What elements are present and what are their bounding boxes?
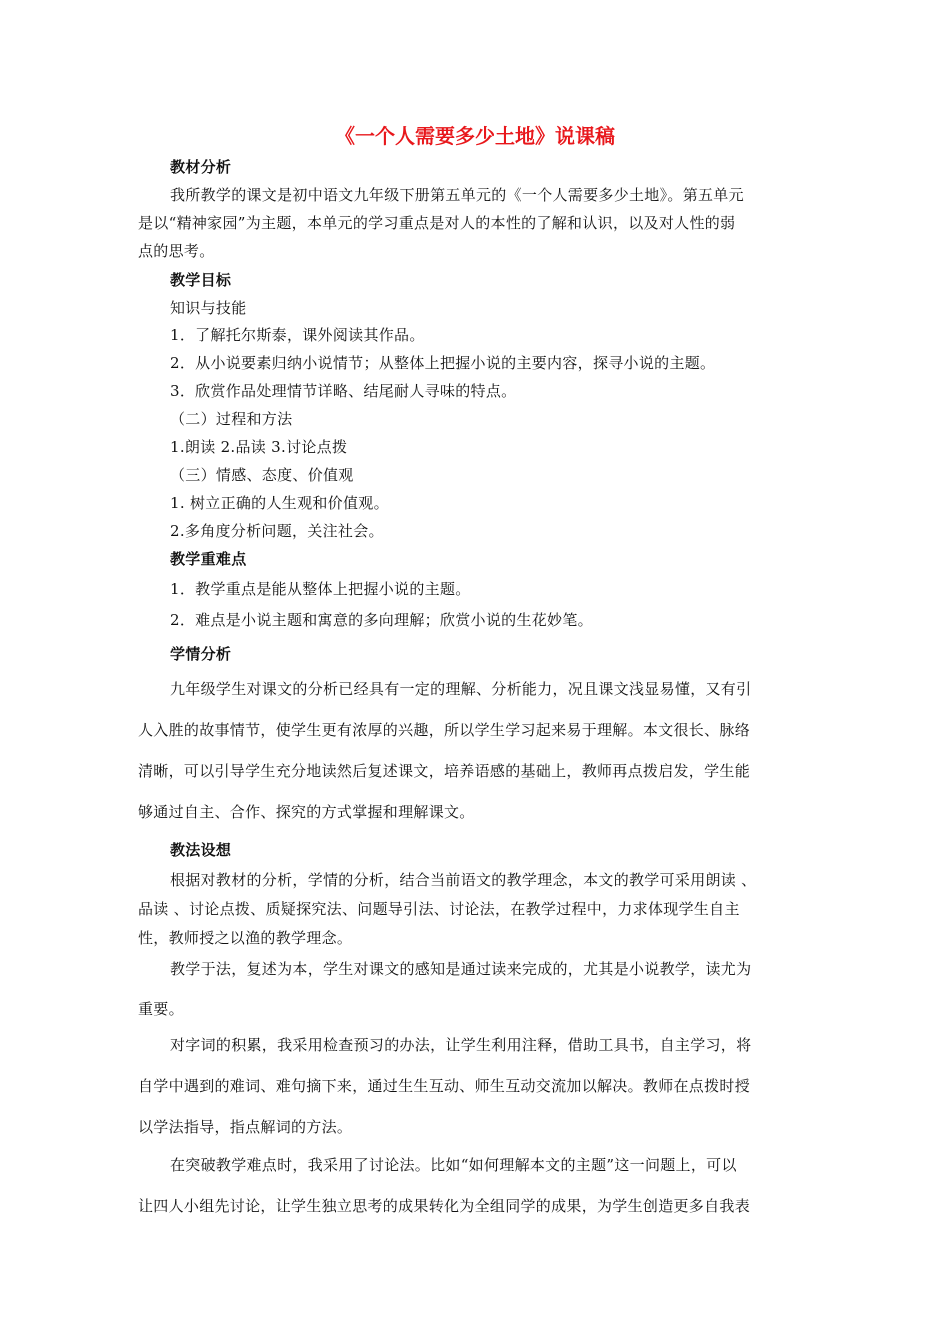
paragraph-line: 教学于法，复述为本，学生对课文的感知是通过读来完成的，尤其是小说教学，读尤为 — [170, 960, 752, 978]
list-item: 2．从小说要素归纳小说情节；从整体上把握小说的主要内容，探寻小说的主题。 — [170, 354, 716, 372]
paragraph-line: 自学中遇到的难词、难句摘下来，通过生生互动、师生互动交流加以解决。教师在点拨时授 — [138, 1077, 751, 1095]
section-heading-methods: 教法设想 — [170, 841, 232, 859]
paragraph-line: 是以“精神家园”为主题，本单元的学习重点是对人的本性的了解和认识，以及对人性的弱 — [138, 214, 736, 232]
paragraph-line: 以学法指导，指点解词的方法。 — [138, 1118, 353, 1136]
paragraph-line: 让四人小组先讨论，让学生独立思考的成果转化为全组同学的成果，为学生创造更多自我表 — [138, 1197, 751, 1215]
list-item: 1．教学重点是能从整体上把握小说的主题。 — [170, 580, 471, 598]
paragraph-line: 在突破教学难点时，我采用了讨论法。比如“如何理解本文的主题”这一问题上，可以 — [170, 1156, 737, 1174]
subheading: 知识与技能 — [170, 299, 247, 317]
paragraph-line: 九年级学生对课文的分析已经具有一定的理解、分析能力，况且课文浅显易懂，又有引 — [170, 680, 752, 698]
paragraph-line: 够通过自主、合作、探究的方式掌握和理解课文。 — [138, 803, 475, 821]
subheading: （二）过程和方法 — [170, 410, 293, 428]
list-item: 2．难点是小说主题和寓意的多向理解；欣赏小说的生花妙笔。 — [170, 611, 593, 629]
subheading: （三）情感、态度、价值观 — [170, 466, 354, 484]
list-item: 3．欣赏作品处理情节详略、结尾耐人寻味的特点。 — [170, 382, 517, 400]
list-item: 1．了解托尔斯泰，课外阅读其作品。 — [170, 326, 425, 344]
document-title: 《一个人需要多少土地》说课稿 — [335, 124, 615, 148]
paragraph-line: 清晰，可以引导学生充分地读然后复述课文，培养语感的基础上，教师再点拨启发，学生能 — [138, 762, 751, 780]
list-item: 1. 树立正确的人生观和价值观。 — [170, 494, 389, 512]
section-heading-materials: 教材分析 — [170, 158, 232, 176]
paragraph-line: 品读 、讨论点拨、质疑探究法、问题导引法、讨论法，在教学过程中，力求体现学生自主 — [138, 900, 740, 918]
paragraph-line: 根据对教材的分析，学情的分析，结合当前语文的教学理念，本文的教学可采用朗读 、 — [170, 871, 757, 889]
paragraph-line: 我所教学的课文是初中语文九年级下册第五单元的《一个人需要多少土地》。第五单元 — [170, 186, 744, 204]
paragraph-line: 重要。 — [138, 1000, 184, 1018]
paragraph-line: 对字词的积累，我采用检查预习的办法，让学生利用注释，借助工具书，自主学习，将 — [170, 1036, 752, 1054]
paragraph-line: 人入胜的故事情节，使学生更有浓厚的兴趣，所以学生学习起来易于理解。本文很长、脉络 — [138, 721, 751, 739]
section-heading-students: 学情分析 — [170, 645, 232, 663]
paragraph-line: 点的思考。 — [138, 242, 215, 260]
list-item: 2.多角度分析问题，关注社会。 — [170, 522, 384, 540]
list-item: 1.朗读 2.品读 3.讨论点拨 — [170, 438, 348, 456]
section-heading-goals: 教学目标 — [170, 271, 232, 289]
section-heading-key-points: 教学重难点 — [170, 550, 247, 568]
paragraph-line: 性，教师授之以渔的教学理念。 — [138, 929, 353, 947]
